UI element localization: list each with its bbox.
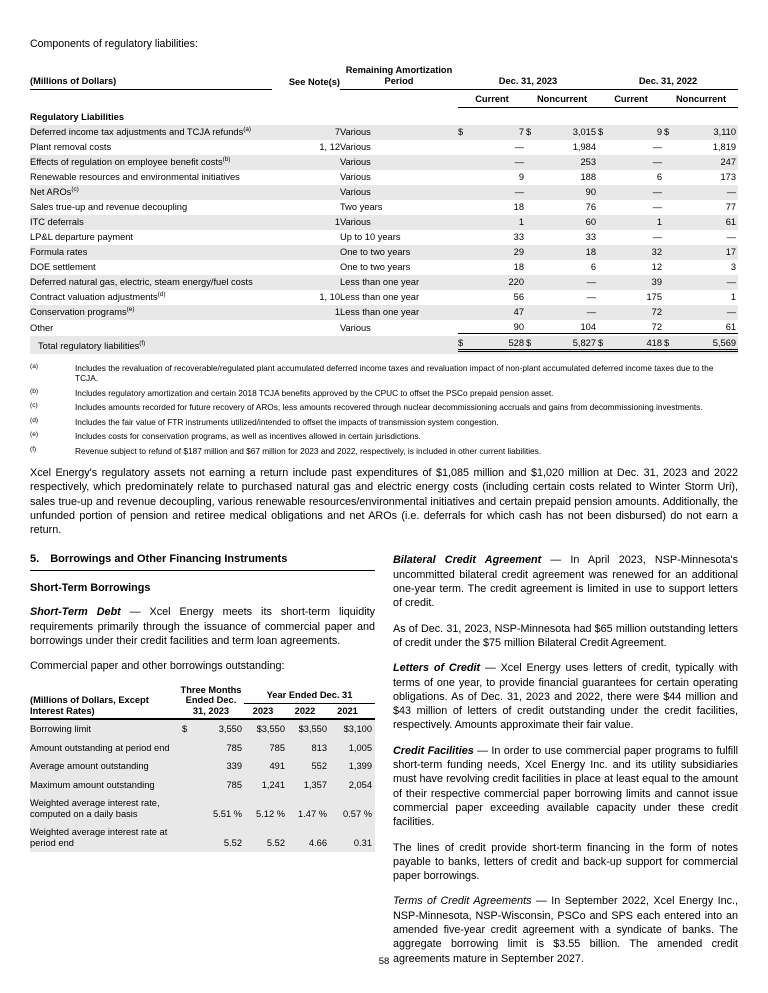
cell-period: Various xyxy=(340,157,371,167)
cell-2023-current: 220 xyxy=(508,277,524,287)
cell-2022-noncurrent: — xyxy=(726,187,737,197)
footnote-marker: (b) xyxy=(30,387,39,395)
table-row xyxy=(30,320,738,336)
cp-cell-q: 785 xyxy=(226,779,242,790)
cell-note xyxy=(272,245,340,260)
cell-note xyxy=(272,230,340,245)
total-label: Total regulatory liabilities$^{(f)}$ xyxy=(38,339,146,351)
cp-cell-q: 339 xyxy=(226,761,242,772)
cell-note xyxy=(272,200,340,215)
footnote-text: Includes the revaluation of recoverable/regulated plant accumulated deferred income taxes and revaluation impact of non-plant accumulated deferred income taxes due to the TCJA. xyxy=(75,363,714,383)
cp-cell-2022: $3,550 xyxy=(298,724,327,735)
cell-note xyxy=(272,320,340,336)
cell-note xyxy=(272,170,340,185)
table-row xyxy=(30,305,738,320)
left-column xyxy=(30,553,375,976)
cell-period: Various xyxy=(340,172,371,182)
document-page xyxy=(30,38,738,977)
cp-cell-2022: 1.47 % xyxy=(298,808,327,819)
col-header-current-2023: Current xyxy=(458,92,526,110)
cell-2023-current: 47 xyxy=(513,307,524,317)
cell-2023-current: 29 xyxy=(513,247,524,257)
cp-table-intro: Commercial paper and other borrowings outstanding: xyxy=(30,660,285,673)
cell-2022-current: $ 9 xyxy=(598,127,663,137)
row-label: Net AROs$^{(c)}$ xyxy=(30,185,79,197)
row-label: Plant removal costs xyxy=(30,142,112,152)
cp-cell-2023: 5.52 xyxy=(266,837,285,848)
cell-2023-noncurrent: 90 xyxy=(585,187,597,197)
cp-row-label: Weighted average interest rate at period end xyxy=(30,827,168,848)
cp-row-label: Average amount outstanding xyxy=(30,761,149,772)
col-header-noncurrent-2022: Noncurrent xyxy=(664,92,738,110)
footnote xyxy=(30,363,738,383)
regulatory-liabilities-table xyxy=(30,63,738,354)
cell-2023-current: 1 xyxy=(518,217,524,227)
footnote xyxy=(30,417,738,427)
total-2022-current: $ 418 xyxy=(598,336,664,354)
table-row xyxy=(30,185,738,200)
cell-2023-noncurrent: $ 3,015 xyxy=(526,127,597,137)
cell-2022-current: 72 xyxy=(651,307,663,317)
cell-2023-current: 56 xyxy=(513,292,524,302)
row-label: Effects of regulation on employee benefit costs$^{(b)}$ xyxy=(30,155,231,167)
col-header-2023: Dec. 31, 2023 xyxy=(458,63,598,92)
cell-2023-noncurrent: 33 xyxy=(585,232,597,242)
cp-year-headers xyxy=(244,706,375,717)
footnote xyxy=(30,402,738,412)
cp-cell-2021: 0.31 xyxy=(353,837,372,848)
table-row xyxy=(30,260,738,275)
cell-note: 1, 12 xyxy=(319,142,340,152)
cell-2022-noncurrent: 3 xyxy=(730,262,737,272)
cell-period: One to two years xyxy=(340,247,411,257)
cell-2022-current: 12 xyxy=(651,262,663,272)
section-heading xyxy=(30,553,375,571)
row-label: Deferred income tax adjustments and TCJA refunds$^{(a)}$ xyxy=(30,125,252,137)
cell-2022-current: — xyxy=(652,142,663,152)
cell-2022-current: 32 xyxy=(651,247,663,257)
commercial-paper-table xyxy=(30,685,375,853)
paragraph-lead: Short-Term Debt xyxy=(30,606,121,619)
cell-2022-current: — xyxy=(652,202,663,212)
two-column-section xyxy=(30,553,738,976)
cell-period: Two years xyxy=(340,202,383,212)
total-2023-noncurrent: $ 5,827 xyxy=(526,336,598,354)
cp-col-header-three-months: Three Months Ended Dec. 31, 2023 xyxy=(178,685,244,720)
cell-2022-current: 175 xyxy=(646,292,663,302)
cell-period: Less than one year xyxy=(340,292,420,302)
cell-2023-current: 9 xyxy=(518,172,524,182)
cell-2022-noncurrent: 17 xyxy=(725,247,737,257)
cp-cell-2021: 1,005 xyxy=(348,742,372,753)
total-row xyxy=(30,336,738,354)
cp-cell-2022: 813 xyxy=(311,742,327,753)
cell-note: 1 xyxy=(334,217,340,227)
footnote-text: Includes costs for conservation programs, as well as incentives allowed in certain jurisdictions. xyxy=(75,431,421,442)
col-header-millions: (Millions of Dollars) xyxy=(30,63,272,92)
col-header-see-notes: See Note(s) xyxy=(288,77,340,87)
cp-col-header-year-ended: Year Ended Dec. 31 2023 2022 2021 xyxy=(244,685,375,720)
table-row xyxy=(30,170,738,185)
col-header-current-2022: Current xyxy=(598,92,664,110)
cell-2022-noncurrent: — xyxy=(726,232,737,242)
cp-col-header-label: (Millions of Dollars, Except Interest Rates) xyxy=(30,685,178,720)
cp-cell-q: 5.52 xyxy=(223,837,242,848)
table-subheader-row xyxy=(30,92,738,110)
cp-cell-q: 785 xyxy=(226,742,242,753)
cell-2023-current: 33 xyxy=(513,232,524,242)
row-label: Contract valuation adjustments$^{(d)}$ xyxy=(30,290,166,302)
row-label: Conservation programs$^{(e)}$ xyxy=(30,305,135,317)
cell-period: One to two years xyxy=(340,262,411,272)
cell-note xyxy=(272,155,340,170)
table-row xyxy=(30,275,738,290)
section-label: Regulatory Liabilities xyxy=(30,112,125,122)
cell-2022-noncurrent: 61 xyxy=(664,320,738,336)
table-row xyxy=(30,155,738,170)
cp-cell-2021: $3,100 xyxy=(343,724,372,735)
cp-cell-2022: 4.66 xyxy=(308,837,327,848)
section-number: 5. xyxy=(30,553,40,566)
row-label: Deferred natural gas, electric, steam energy/fuel costs xyxy=(30,277,253,287)
cp-cell-2023: 785 xyxy=(269,742,285,753)
cp-cell-2021: 0.57 % xyxy=(343,808,372,819)
cell-2022-current: — xyxy=(652,232,663,242)
footnote xyxy=(30,446,738,456)
cell-period: Various xyxy=(340,323,371,333)
page-number: 58 xyxy=(378,956,390,967)
short-term-debt-paragraph: Short-Term Debt — Xcel Energy meets its short-term liquidity requirements primarily through the issuance of commercial paper and borrowings under their credit facilities and term loan agreements. xyxy=(30,606,376,648)
cp-cell-q: 5.51 % xyxy=(213,808,242,819)
section-label-row xyxy=(30,110,738,125)
cell-period: Less than one year xyxy=(340,277,420,287)
cell-2023-noncurrent: — xyxy=(586,292,597,302)
table-row xyxy=(30,140,738,155)
col-header-period: Remaining Amortization Period xyxy=(340,63,458,92)
row-label: Formula rates xyxy=(30,247,88,257)
cell-2023-current: — xyxy=(514,187,524,197)
cell-2022-current: 6 xyxy=(656,172,663,182)
cell-note xyxy=(272,185,340,200)
footnote xyxy=(30,388,738,398)
cp-cell-2023: $3,550 xyxy=(256,724,285,735)
cell-2023-current: — xyxy=(514,142,524,152)
cp-cell-2021: 1,399 xyxy=(348,761,372,772)
cp-row xyxy=(30,823,375,852)
credit-facilities-paragraph: Credit Facilities — In order to use commercial paper programs to fulfill short-term funding needs, Xcel Energy Inc. and its utility subsidiaries must have revolving credit facilities in place at least equal to the amount of their respective commercial paper borrowing limits and cannot issue commercial paper exceeding available capacity under these credit facilities. xyxy=(393,744,738,829)
cell-note xyxy=(272,260,340,275)
cp-cell-2023: 5.12 % xyxy=(256,808,285,819)
row-label: Other xyxy=(30,323,54,333)
cell-2022-noncurrent: 77 xyxy=(725,202,737,212)
cell-2022-noncurrent: 1 xyxy=(730,292,737,302)
cp-cell-2022: 552 xyxy=(311,761,327,772)
footnote-text: Includes amounts recorded for future recovery of AROs, less amounts recovered through nuclear decommissioning accruals and gains from decommissioning investments. xyxy=(75,402,703,413)
row-label: ITC deferrals xyxy=(30,217,84,227)
cell-2023-noncurrent: — xyxy=(586,277,597,287)
cell-2023-noncurrent: 76 xyxy=(585,202,597,212)
cell-2023-noncurrent: 104 xyxy=(526,320,598,336)
row-label: DOE settlement xyxy=(30,262,96,272)
cell-2022-noncurrent: 247 xyxy=(720,157,737,167)
cell-2022-noncurrent: — xyxy=(726,277,737,287)
right-column xyxy=(393,553,738,976)
row-label: LP&L departure payment xyxy=(30,232,134,242)
lines-of-credit-paragraph: The lines of credit provide short-term financing in the form of notes payable to banks, letters of credit and back-up support for commercial paper borrowings. xyxy=(393,841,738,883)
table-row xyxy=(30,245,738,260)
footnote-marker: (e) xyxy=(30,431,39,439)
footnote-text: Includes the fair value of FTR instruments utilized/intended to offset the impacts of transmission system congestion. xyxy=(75,416,499,427)
footnotes xyxy=(30,363,738,456)
cell-note xyxy=(272,275,340,290)
cell-2023-current: 18 xyxy=(513,202,524,212)
cell-period: Less than one year xyxy=(340,307,420,317)
cp-row-label: Weighted average interest rate, computed on a daily basis xyxy=(30,798,160,819)
cell-2022-noncurrent: 61 xyxy=(725,217,737,227)
cp-row xyxy=(30,719,375,739)
footnote-text: Includes regulatory amortization and certain 2018 TCJA benefits approved by the CPUC to offset the PSCo prepaid pension asset. xyxy=(75,387,554,398)
paragraph-lead: Terms of Credit Agreements xyxy=(393,895,532,908)
paragraph-lead: Credit Facilities xyxy=(393,744,474,757)
col-header-noncurrent-2023: Noncurrent xyxy=(526,92,598,110)
year-2022: 2022 xyxy=(294,705,316,716)
regulatory-assets-paragraph: Xcel Energy's regulatory assets not earning a return include past expenditures of $1,085 million and $1,020 million at Dec. 31, 2023 and 2022 respectively, which predominately relate to purchased natural gas and electric energy costs (including certain costs related to Winter Storm Uri), sales true-up and revenue decoupling, various renewable resources/environmental initiatives and certain prepaid pension amounts. Additionally, the unfunded portion of pension and retiree medical obligations and net AROs (i.e. deferrals for which cash has not been disbursed) do not earn a return. xyxy=(30,466,738,537)
letters-outstanding-paragraph: As of Dec. 31, 2023, NSP-Minnesota had $65 million outstanding letters of credit under the $75 million Bilateral Credit Agreement. xyxy=(393,622,738,649)
year-2021: 2021 xyxy=(337,705,358,716)
footnote-marker: (d) xyxy=(30,416,39,424)
letters-of-credit-paragraph: Letters of Credit — Xcel Energy uses letters of credit, typically with terms of one year, to provide financial guarantees for certain operating obligations. As of Dec. 31, 2023 and 2022, there were $44 million and $43 million of letters of credit outstanding under the credit facilities, respectively. Amounts approximate their fair value. xyxy=(393,662,738,732)
footnote-text: Revenue subject to refund of $187 million and $67 million for 2023 and 2022, respectively, is included in other current liabilities. xyxy=(75,445,542,456)
cell-2023-noncurrent: 1,984 xyxy=(572,142,597,152)
cell-note: 7 xyxy=(334,127,340,137)
table-row xyxy=(30,215,738,230)
cp-row xyxy=(30,776,375,795)
cp-cell-2021: 2,054 xyxy=(348,779,372,790)
footnote-marker: (a) xyxy=(30,363,39,370)
cell-period: Various xyxy=(340,187,371,197)
table-row xyxy=(30,200,738,215)
cell-period: Various xyxy=(340,127,371,137)
cell-2022-noncurrent: 173 xyxy=(720,172,737,182)
cp-row xyxy=(30,757,375,776)
cp-row xyxy=(30,794,375,823)
footnote-marker: (f) xyxy=(30,445,37,453)
cell-2023-current: 90 xyxy=(458,320,526,336)
cp-cell-2022: 1,357 xyxy=(303,779,327,790)
cell-2022-noncurrent: $ 3,110 xyxy=(664,127,737,137)
table-row xyxy=(30,125,738,140)
cell-period: Up to 10 years xyxy=(340,232,401,242)
cell-2023-noncurrent: 188 xyxy=(580,172,597,182)
terms-of-credit-paragraph: Terms of Credit Agreements — In September 2022, Xcel Energy Inc., NSP-Minnesota, NSP-Wisconsin, PSCo and SPS each entered into an amended five-year credit agreement with a syndicate of banks. The aggregate borrowing limit is $3.55 billion. The amended credit agreements mature in September 2027. xyxy=(393,895,738,965)
cell-2022-current: — xyxy=(652,157,663,167)
paragraph-lead: Letters of Credit xyxy=(393,662,481,675)
cell-2022-noncurrent: — xyxy=(726,307,737,317)
cell-2022-noncurrent: 1,819 xyxy=(712,142,737,152)
paragraph-lead: Bilateral Credit Agreement xyxy=(393,554,542,567)
footnote xyxy=(30,431,738,441)
cp-row-label: Borrowing limit xyxy=(30,724,91,735)
row-label: Sales true-up and revenue decoupling xyxy=(30,202,188,212)
subsection-heading: Short-Term Borrowings xyxy=(30,582,151,595)
cp-row-label: Amount outstanding at period end xyxy=(30,742,170,753)
cp-cell-2023: 1,241 xyxy=(261,779,285,790)
cell-note: 1, 10 xyxy=(319,292,340,302)
cp-cell-q: $ 3,550 xyxy=(182,724,242,735)
cell-2023-noncurrent: 18 xyxy=(585,247,597,257)
table-header-row xyxy=(30,63,738,92)
cell-2023-current: 18 xyxy=(513,262,524,272)
cell-2023-current: — xyxy=(514,157,524,167)
row-label: Renewable resources and environmental initiatives xyxy=(30,172,240,182)
cell-2023-noncurrent: — xyxy=(586,307,597,317)
cp-row-label: Maximum amount outstanding xyxy=(30,779,155,790)
table-row xyxy=(30,290,738,305)
cp-row xyxy=(30,739,375,758)
cell-2023-noncurrent: 60 xyxy=(585,217,597,227)
cell-period: Various xyxy=(340,142,371,152)
cell-2023-noncurrent: 6 xyxy=(590,262,597,272)
cell-2022-current: 72 xyxy=(598,320,664,336)
table-row xyxy=(30,230,738,245)
cell-2023-noncurrent: 253 xyxy=(580,157,597,167)
year-2023: 2023 xyxy=(252,705,274,716)
col-header-2022: Dec. 31, 2022 xyxy=(598,63,738,92)
cell-2022-current: — xyxy=(652,187,663,197)
cell-period: Various xyxy=(340,217,371,227)
footnote-marker: (c) xyxy=(30,402,38,410)
cell-2022-current: 1 xyxy=(656,217,663,227)
total-2023-current: $ 528 xyxy=(458,336,526,354)
cp-header-row xyxy=(30,685,375,720)
cell-note: 1 xyxy=(334,307,340,317)
total-2022-noncurrent: $ 5,569 xyxy=(664,336,738,354)
section-title: Borrowings and Other Financing Instruments xyxy=(50,553,288,566)
cell-2023-current: $ 7 xyxy=(458,127,524,137)
table-caption: Components of regulatory liabilities: xyxy=(30,38,198,50)
bilateral-credit-paragraph: Bilateral Credit Agreement — In April 2023, NSP-Minnesota's uncommitted bilateral credit agreement was renewed for an additional one-year term. The credit agreement is limited in use to support letters of credit. xyxy=(393,554,738,610)
cp-cell-2023: 491 xyxy=(269,761,285,772)
cell-2022-current: 39 xyxy=(651,277,663,287)
